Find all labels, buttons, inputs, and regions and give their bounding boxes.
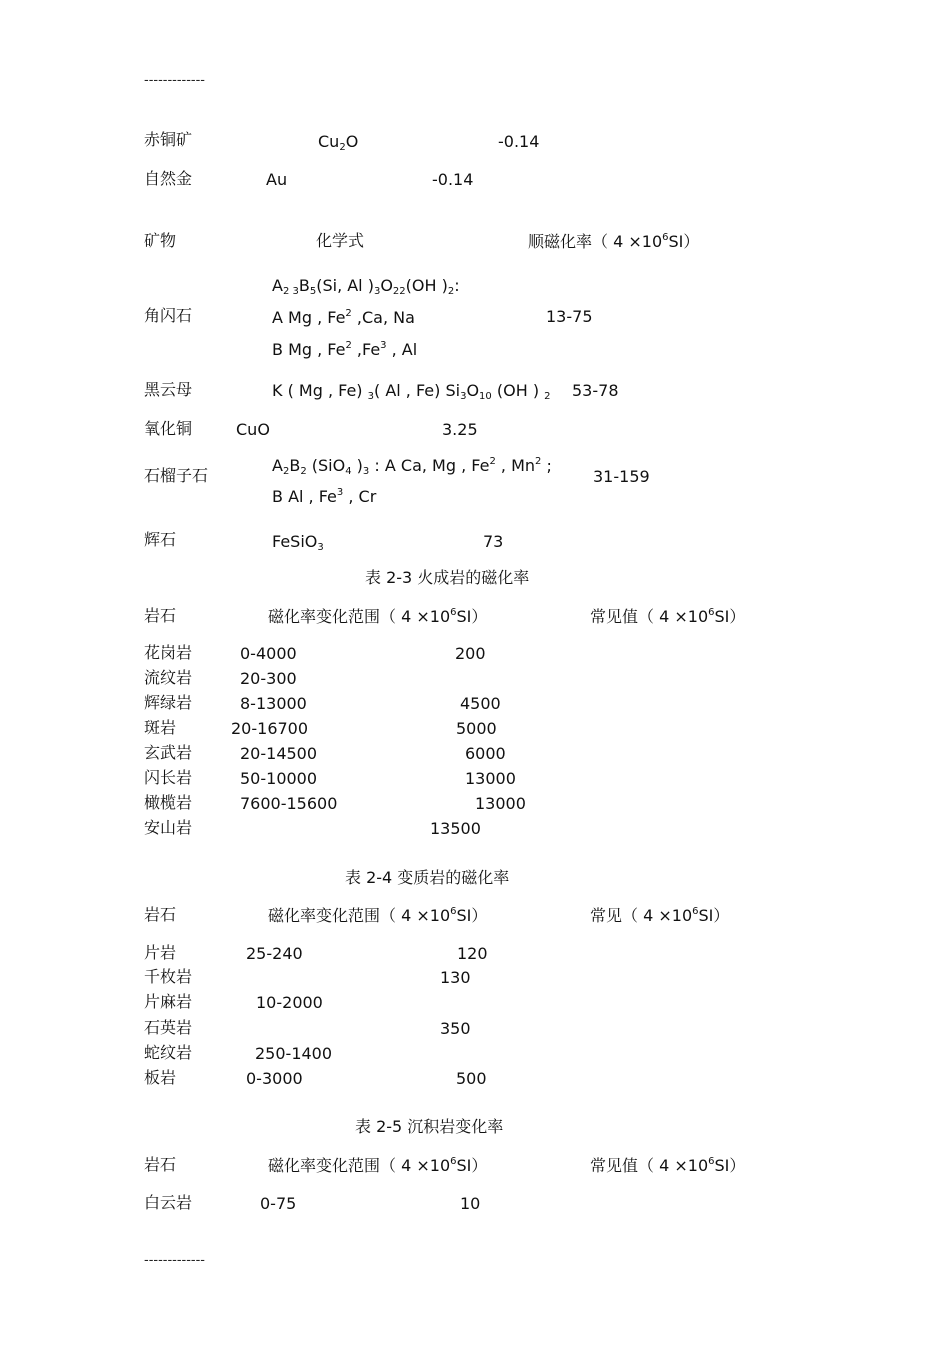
hornblende-formula-line1: $A_{2 3}B_5(Si$, Al )$_3O_{22}(OH$ )$_2$: [272, 276, 460, 297]
mineral-name-cupric-oxide: 氧化铜 [144, 419, 193, 438]
table-2-5-row-name: 白云岩 [144, 1193, 193, 1212]
hornblende-formula-line3: B Mg , Fe$^2$ ,Fe$^3$ , Al [272, 340, 418, 359]
table-2-4-row-range: 250-1400 [255, 1044, 333, 1063]
bottom-separator: ------------- [144, 1253, 205, 1268]
mineral-name-pyroxene: 辉石 [144, 530, 177, 549]
mineral-formula-cupric-oxide: CuO [236, 420, 270, 439]
table-2-5-row-typical: 10 [460, 1194, 481, 1213]
mineral-value-garnet: 31-159 [593, 467, 650, 486]
garnet-formula-line2: B Al , Fe$^3$ , Cr [272, 487, 377, 506]
table-2-3-row-typical: 5000 [456, 719, 497, 738]
table-2-4-row-typical: 130 [440, 968, 471, 987]
table-2-4-row-name: 千枚岩 [144, 967, 193, 986]
table-2-4-header-typical: 常见（ $4 \times 10^6SI$） [590, 906, 730, 925]
table-2-3-row-typical: 13000 [475, 794, 526, 813]
table-2-3-row-range: 50-10000 [240, 769, 318, 788]
table-2-4-row-range: 10-2000 [256, 993, 323, 1012]
table-2-3-row-typical: 200 [455, 644, 486, 663]
table-2-4-row-name: 片岩 [144, 943, 177, 962]
table-2-5-title: 表 2-5 沉积岩变化率 [355, 1117, 504, 1136]
mineral-formula-biotite: K ( Mg , Fe) $_3$( Al , Fe) $Si_3O_{10}$ (OH ) $_2$ [272, 381, 551, 402]
mineral-name-biotite: 黑云母 [144, 380, 193, 399]
table-2-5-header-typical: 常见值（ $4 \times 10^6SI$） [590, 1156, 746, 1175]
table-2-3-header-rock: 岩石 [144, 606, 177, 625]
table-2-4-row-typical: 120 [457, 944, 488, 963]
table-2-3-row-typical: 13000 [465, 769, 516, 788]
mineral-name-hornblende: 角闪石 [144, 306, 193, 325]
table-2-5-header-range: 磁化率变化范围（ $4 \times 10^6SI$） [268, 1156, 488, 1175]
mineral-header-susceptibility: 顺磁化率（ $4 \times 10^6SI$） [528, 232, 700, 251]
mineral-header-name: 矿物 [144, 231, 177, 250]
table-2-4-row-range: 0-3000 [246, 1069, 303, 1088]
table-2-4-row-name: 板岩 [144, 1068, 177, 1087]
table-2-4-header-range: 磁化率变化范围（ $4 \times 10^6SI$） [268, 906, 488, 925]
table-2-3-row-range: 0-4000 [240, 644, 297, 663]
mineral-value-cupric-oxide: 3.25 [442, 420, 478, 439]
table-2-3-row-name: 安山岩 [144, 818, 193, 837]
mineral-value-hornblende: 13-75 [546, 307, 593, 326]
table-2-4-row-name: 片麻岩 [144, 992, 193, 1011]
mineral-formula-cuprite: $Cu_2O$ [318, 132, 359, 153]
table-2-3-row-typical: 4500 [460, 694, 501, 713]
table-2-5-row-range: 0-75 [260, 1194, 297, 1213]
table-2-3-row-name: 流纹岩 [144, 668, 193, 687]
table-2-4-row-name: 石英岩 [144, 1018, 193, 1037]
mineral-value-cuprite: -0.14 [498, 132, 540, 151]
table-2-3-row-name: 闪长岩 [144, 768, 193, 787]
table-2-3-row-name: 橄榄岩 [144, 793, 193, 812]
table-2-4-row-range: 25-240 [246, 944, 303, 963]
mineral-formula-pyroxene: FeSiO$_3$ [272, 532, 324, 553]
mineral-value-gold: -0.14 [432, 170, 474, 189]
table-2-3-title: 表 2-3 火成岩的磁化率 [365, 568, 530, 587]
table-2-3-row-range: 7600-15600 [240, 794, 338, 813]
top-separator: ------------- [144, 73, 205, 88]
table-2-4-header-rock: 岩石 [144, 905, 177, 924]
table-2-3-row-range: 20-14500 [240, 744, 318, 763]
table-2-3-row-typical: 6000 [465, 744, 506, 763]
table-2-3-row-name: 花岗岩 [144, 643, 193, 662]
table-2-5-header-rock: 岩石 [144, 1155, 177, 1174]
table-2-3-row-range: 20-16700 [231, 719, 309, 738]
hornblende-formula-line2: A Mg , Fe$^2$ ,Ca, Na [272, 308, 415, 327]
table-2-3-row-name: 斑岩 [144, 718, 177, 737]
mineral-header-formula: 化学式 [316, 231, 365, 250]
table-2-3-row-name: 玄武岩 [144, 743, 193, 762]
garnet-formula-line1: $A_2B_2$ (SiO$_4$ )$_3$ : A Ca, Mg , Fe$^2$ , Mn$^2$ ; [272, 456, 552, 477]
table-2-3-row-typical: 13500 [430, 819, 481, 838]
mineral-name-cuprite: 赤铜矿 [144, 130, 193, 149]
table-2-3-header-typical: 常见值（ $4 \times 10^6SI$） [590, 607, 746, 626]
table-2-3-row-name: 辉绿岩 [144, 693, 193, 712]
mineral-value-biotite: 53-78 [572, 381, 619, 400]
mineral-formula-gold: Au [266, 170, 288, 189]
mineral-value-pyroxene: 73 [483, 532, 504, 551]
mineral-name-gold: 自然金 [144, 169, 193, 188]
table-2-3-row-range: 20-300 [240, 669, 297, 688]
table-2-4-row-typical: 350 [440, 1019, 471, 1038]
table-2-4-row-name: 蛇纹岩 [144, 1043, 193, 1062]
table-2-4-row-typical: 500 [456, 1069, 487, 1088]
table-2-4-title: 表 2-4 变质岩的磁化率 [345, 868, 510, 887]
table-2-3-row-range: 8-13000 [240, 694, 307, 713]
mineral-name-garnet: 石榴子石 [144, 466, 209, 485]
table-2-3-header-range: 磁化率变化范围（ $4 \times 10^6SI$） [268, 607, 488, 626]
